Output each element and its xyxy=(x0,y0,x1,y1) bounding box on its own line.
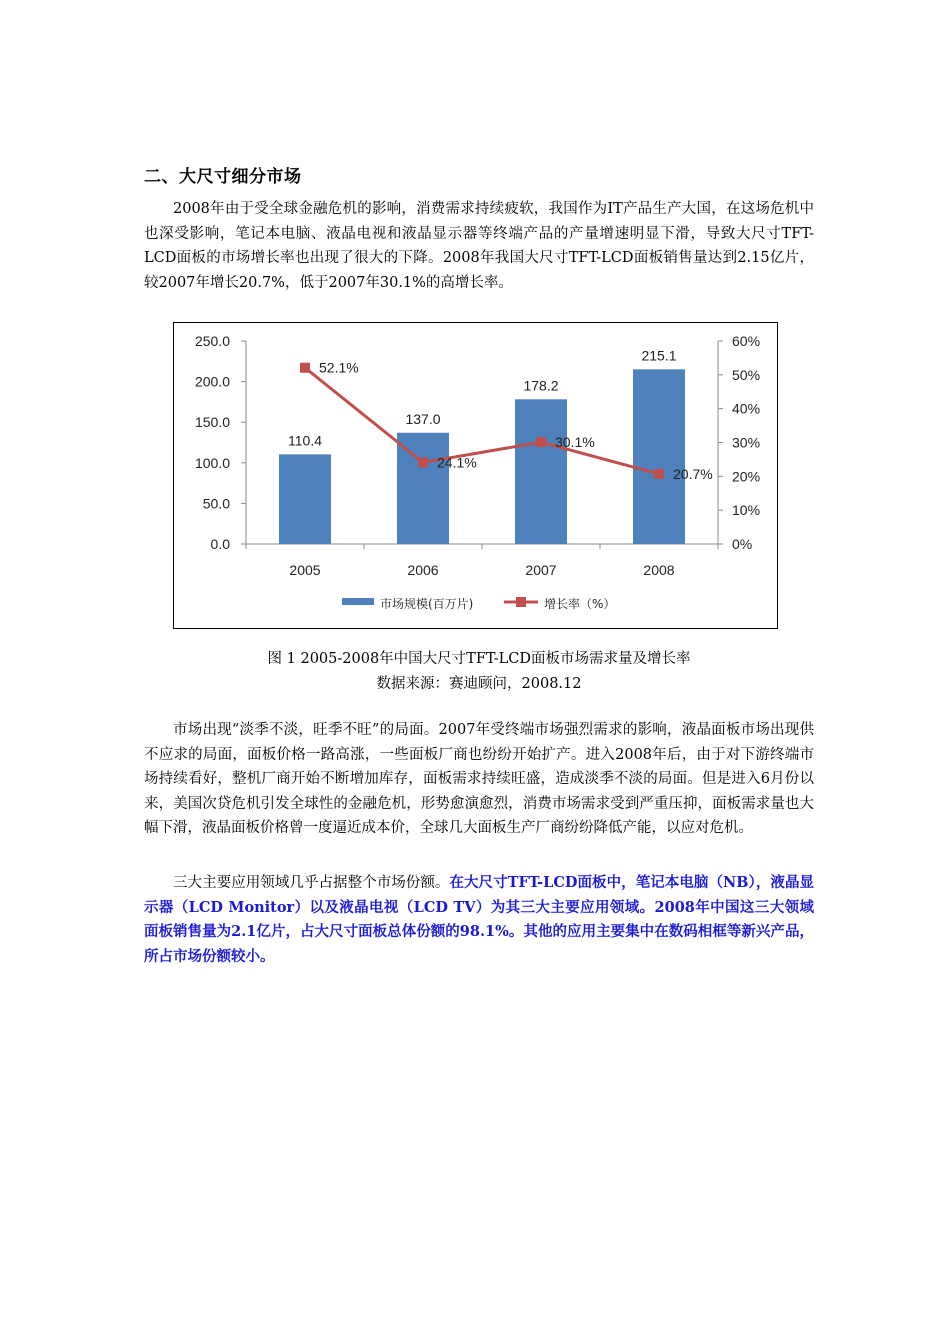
bar xyxy=(279,454,331,544)
bar xyxy=(633,369,685,544)
left-tick-label: 150.0 xyxy=(194,414,230,431)
x-tick-label: 2006 xyxy=(407,562,439,578)
growth-rate-label: 30.1% xyxy=(555,434,595,451)
figure-source: 数据来源：赛迪顾问，2008.12 xyxy=(376,676,582,692)
right-tick-label: 30% xyxy=(732,434,761,451)
growth-rate-marker xyxy=(418,457,428,467)
application-intro-text: 三大主要应用领域几乎占据整个市场份额。 xyxy=(173,875,450,891)
left-tick-label: 200.0 xyxy=(194,373,230,390)
section-heading: 二、大尺寸细分市场 xyxy=(144,167,302,187)
left-tick-label: 100.0 xyxy=(194,454,230,471)
growth-rate-label: 20.7% xyxy=(673,465,713,482)
right-tick-label: 50% xyxy=(732,366,761,383)
left-tick-label: 0.0 xyxy=(210,536,230,552)
x-tick-label: 2008 xyxy=(643,562,675,578)
chart-container xyxy=(173,322,778,629)
growth-rate-marker xyxy=(300,363,310,373)
legend-bar-swatch xyxy=(342,598,374,605)
right-tick-label: 0% xyxy=(732,536,753,552)
x-tick-label: 2005 xyxy=(289,562,321,578)
left-tick-label: 250.0 xyxy=(194,333,230,349)
growth-rate-marker xyxy=(654,469,664,479)
highlighted-text: 在大尺寸TFT-LCD面板中，笔记本电脑（NB），液晶显示器（LCD Monitor）以及液晶电视（LCD TV）为其三大主要应用领域。2008年中国这三大领域面板销售量为2.1亿片，占大尺寸面板总体份额的98.1%。其他的应用主要集中在数码相框等新兴产品，所占市场份额较小。 xyxy=(144,874,815,965)
legend-bar-label: 市场规模(百万片) xyxy=(380,597,474,611)
growth-rate-line xyxy=(305,368,659,474)
paragraph-market-situation: 市场出现“淡季不淡，旺季不旺”的局面。2007年受终端市场强烈需求的影响，液晶面板市场出现供不应求的局面，面板价格一路高涨，一些面板厂商也纷纷开始扩产。进入2008年后，由于对下游终端市场持续看好，整机厂商开始不断增加库存，面板需求持续旺盛，造成淡季不淡的局面。但是进入6月份以来，美国次贷危机引发全球性的金融危机，形势愈演愈烈，消费市场需求受到严重压抑，面板需求量也大幅下滑，液晶面板价格曾一度逼近成本价，全球几大面板生产厂商纷纷降低产能，以应对危机。 xyxy=(144,722,814,836)
bar-value-label: 178.2 xyxy=(523,377,559,394)
right-tick-label: 10% xyxy=(732,502,761,519)
bar xyxy=(515,399,567,544)
growth-rate-label: 24.1% xyxy=(437,454,477,471)
paragraph-application-areas xyxy=(144,871,814,969)
growth-rate-label: 52.1% xyxy=(319,359,359,376)
paragraph-market-growth: 2008年由于受全球金融危机的影响，消费需求持续疲软，我国作为IT产品生产大国，在这场危机中也深受影响，笔记本电脑、液晶电视和液晶显示器等终端产品的产量增速明显下滑，导致大尺寸TFT-LCD面板的市场增长率也出现了很大的下降。2008年我国大尺寸TFT-LCD面板销售量达到2.15亿片，较2007年增长20.7%，低于2007年30.1%的高增长率。 xyxy=(144,201,814,291)
growth-rate-marker xyxy=(536,437,546,447)
legend-line-label: 增长率（%） xyxy=(544,597,616,611)
right-tick-label: 40% xyxy=(732,400,761,417)
bar-value-label: 110.4 xyxy=(288,432,322,449)
combo-chart xyxy=(174,323,777,628)
figure-caption: 图 1 2005-2008年中国大尺寸TFT-LCD面板市场需求量及增长率 xyxy=(267,651,691,667)
bar-value-label: 215.1 xyxy=(641,347,677,364)
legend-line-marker xyxy=(516,597,526,607)
bar-value-label: 137.0 xyxy=(405,410,441,427)
right-tick-label: 20% xyxy=(732,468,761,485)
right-tick-label: 60% xyxy=(732,333,761,349)
x-tick-label: 2007 xyxy=(525,562,557,578)
left-tick-label: 50.0 xyxy=(202,495,230,512)
